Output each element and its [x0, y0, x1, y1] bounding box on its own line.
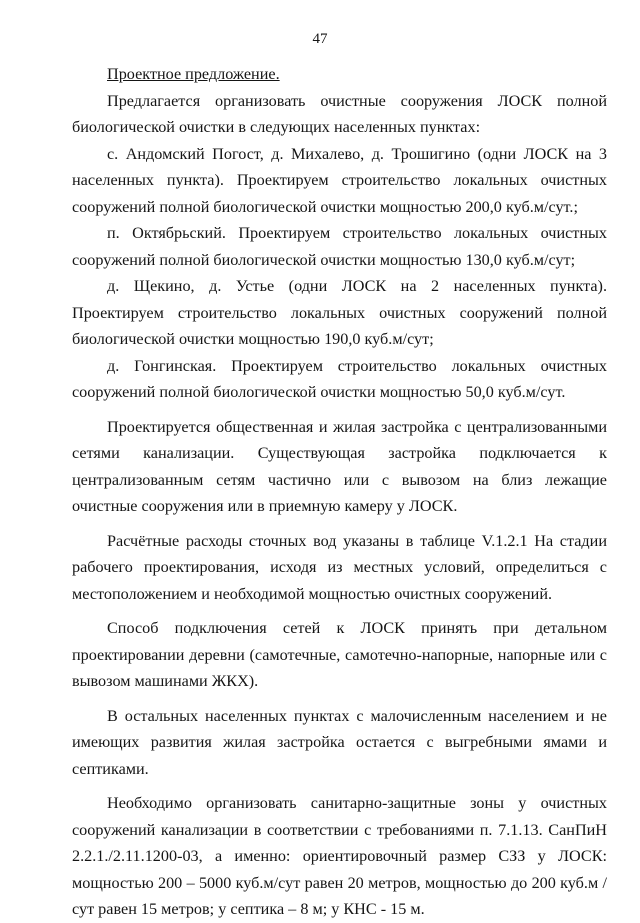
spacer [72, 782, 607, 790]
paragraph-calculated-flows: Расчётные расходы сточных вод указаны в таблице V.1.2.1 На стадии рабочего проектирования, исходя из местных условий, определиться с местоположением и необходимой мощностью очистных сооружений. [72, 531, 607, 603]
paragraph-other-settlements: В остальных населенных пунктах с малочисленным населением и не имеющих развития жилая застройка остается с выгребными ямами и септиками. [72, 706, 607, 778]
spacer [72, 695, 607, 703]
paragraph-connection-method: Способ подключения сетей к ЛОСК принять при детальном проектировании деревни (самотечные, самотечно-напорные, напорные или с вывозом машинами ЖКХ). [72, 619, 607, 690]
paragraph-shchekino: д. Щекино, д. Устье (одни ЛОСК на 2 населенных пункта). Проектируем строительство локальных очистных сооружений полной биологической очистки мощностью 190,0 куб.м/сут; [72, 277, 607, 348]
paragraph-intro: Предлагается организовать очистные сооружения ЛОСК полной биологической очистки в следующих населенных пунктах: [72, 91, 607, 136]
document-body [72, 61, 607, 923]
paragraph-gonginskaya: д. Гонгинская. Проектируем строительство локальных очистных сооружений полной биологической очистки мощностью 50,0 куб.м/сут. [72, 356, 607, 401]
paragraph-oktyabrsky: п. Октябрьский. Проектируем строительство локальных очистных сооружений полной биологической очистки мощностью 130,0 куб.м/сут; [72, 224, 607, 269]
spacer [72, 520, 607, 528]
paragraph-development: Проектируется общественная и жилая застройка с централизованными сетями канализации. Существующая застройка подключается к централизованным сетям частично или с вывозом на близ лежащие очистные сооружения или в приемную камеру у ЛОСК. [72, 417, 607, 515]
page-number: 47 [312, 31, 328, 47]
paragraph-andomsky-pogost: с. Андомский Погост, д. Михалево, д. Трошигино (одни ЛОСК на 3 населенных пункта). Проектируем строительство локальных очистных сооружений полной биологической очистки мощностью 200,0 куб.м/сут.; [72, 144, 607, 216]
spacer [72, 406, 607, 414]
spacer [72, 607, 607, 615]
paragraph-sanitary-zones: Необходимо организовать санитарно-защитные зоны у очистных сооружений канализации в соответствии с требованиями п. 7.1.13. СанПиН 2.2.1./2.11.1200-03, а именно: ориентировочный размер СЗЗ у ЛОСК: мощностью 200 – 5000 куб.м/сут равен 20 метров, мощностью до 200 куб.м /сут равен 15 метров; у септика – 8 м; у КНС - 15 м. [72, 794, 607, 918]
section-heading: Проектное предложение. [107, 65, 280, 83]
section-heading-paragraph [72, 61, 607, 88]
